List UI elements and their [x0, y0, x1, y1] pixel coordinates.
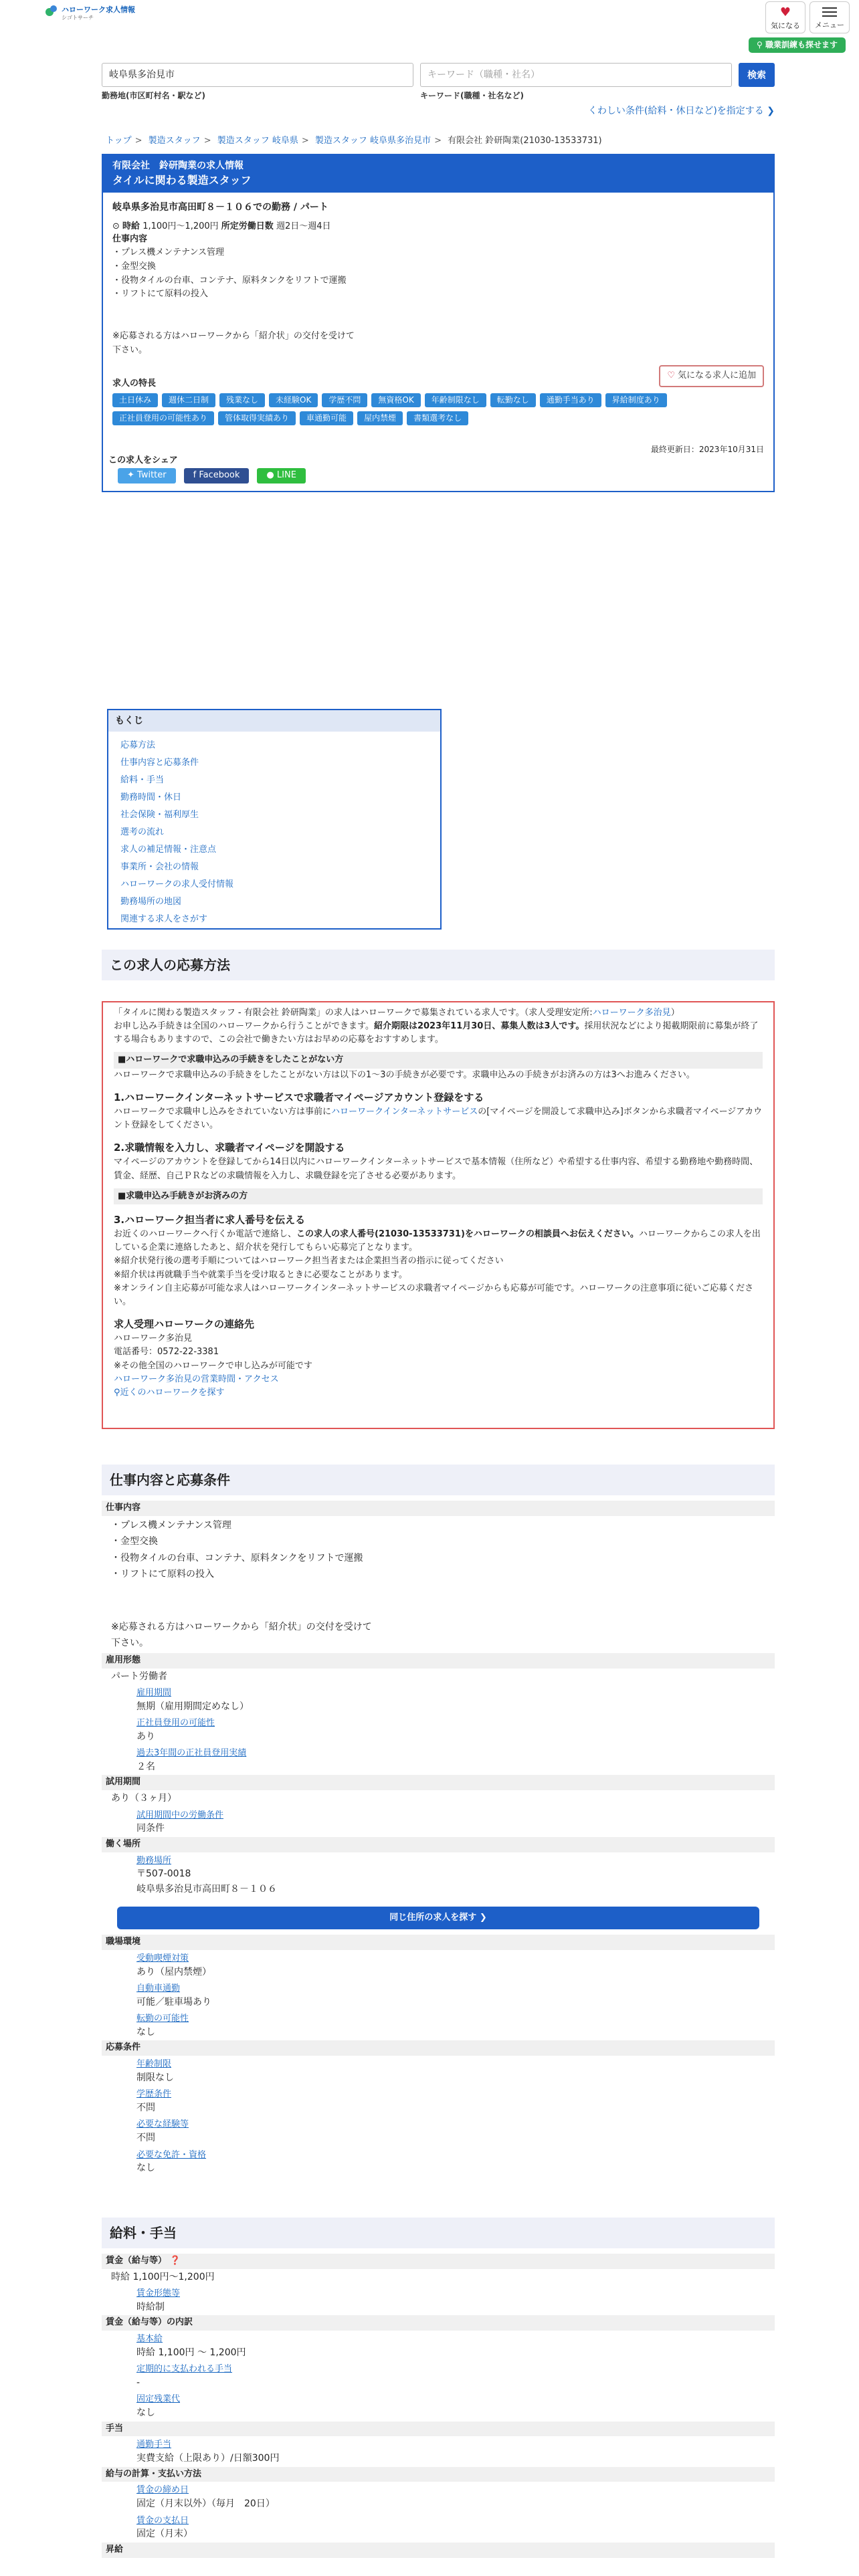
feature-tag[interactable]: 書類選考なし: [407, 411, 468, 425]
favorites-label: 気になる: [771, 21, 800, 30]
wage-value: 1,100円〜1,200円: [142, 221, 219, 232]
note: ※紹介状は再就職手当や就業手当を受け取るときに必要なことがあります。: [114, 1269, 407, 1280]
breadcrumb-category[interactable]: 製造スタッフ: [148, 136, 201, 146]
feature-tag[interactable]: 残業なし: [219, 393, 265, 407]
regular-possibility-label[interactable]: 正社員登用の可能性: [136, 1718, 215, 1729]
toc-link[interactable]: 選考の流れ: [120, 827, 165, 838]
location-input[interactable]: 岐阜県多治見市: [102, 63, 413, 87]
feature-tag[interactable]: 昇給制度あり: [605, 393, 667, 407]
experience-label[interactable]: 必要な経験等: [136, 2119, 189, 2130]
step3-title: 3.ハローワーク担当者に求人番号を伝える: [114, 1213, 306, 1226]
duty-note: 下さい。: [111, 1638, 149, 1649]
smoking-value: あり（屋内禁煙）: [136, 1966, 211, 1977]
regular-allowance-value: -: [136, 2377, 140, 2389]
job-card-header: [103, 155, 773, 193]
find-nearby-hellowork-link[interactable]: ⚲近くのハローワークを探す: [114, 1387, 225, 1398]
pay-content: [102, 2254, 775, 2558]
employment-type-value: パート労働者: [111, 1671, 167, 1682]
base-pay-value: 時給 1,100円 〜 1,200円: [136, 2347, 246, 2358]
experience-value: 不問: [136, 2133, 155, 2144]
commute-allowance-value: 実費支給（上限あり）/日額300円: [136, 2453, 280, 2464]
add-favorite-button[interactable]: [659, 365, 764, 387]
breadcrumb-current: 有限会社 鈴研陶業(21030-13533731): [448, 136, 602, 146]
note: ※紹介状発行後の選考手順についてはハローワーク担当者または企業担当者の指示に従ってください: [114, 1256, 504, 1267]
heart-outline-icon: ♡: [667, 370, 675, 381]
table-of-contents: [107, 709, 442, 930]
trial-condition-value: 同条件: [136, 1823, 165, 1834]
toc-link[interactable]: 仕事内容と応募条件: [120, 758, 199, 768]
site-header: [0, 0, 859, 35]
duty-list: [102, 1516, 775, 1653]
detail-conditions-link[interactable]: [588, 106, 775, 116]
clock-icon: ⊙: [112, 221, 120, 232]
pay-heading: 給料・手当: [102, 2218, 775, 2248]
work-place-label[interactable]: 勤務場所: [136, 1855, 172, 1866]
transfer-value: なし: [136, 2026, 155, 2038]
commute-allowance-label[interactable]: 通勤手当: [136, 2440, 172, 2450]
hamburger-icon: [822, 7, 837, 17]
toc-link[interactable]: 勤務時間・休日: [120, 792, 182, 803]
duty-note: ※応募される方はハローワークから「紹介状」の交付を受けて: [112, 331, 355, 342]
work-place-heading: 働く場所: [102, 1837, 775, 1852]
allowance-label: 手当: [102, 2422, 775, 2437]
duty-label: 仕事内容: [112, 234, 148, 245]
requirements-label: 応募条件: [102, 2040, 775, 2056]
breadcrumb: トップ > 製造スタッフ > 製造スタッフ 岐阜県 > 製造スタッフ 岐阜県多治見市 > 有限会社 鈴研陶業(21030-13533731): [106, 136, 602, 146]
wage-label: 賃金（給与等） ❓: [102, 2254, 775, 2269]
regular-record-value: ２名: [136, 1761, 155, 1773]
wage-value: 時給 1,100円〜1,200円: [111, 2271, 215, 2282]
search-icon: ⚲: [114, 1387, 120, 1398]
internet-service-link[interactable]: ハローワークインターネットサービス: [331, 1106, 478, 1117]
search-button[interactable]: 検索: [739, 63, 775, 87]
hellowork-link[interactable]: ハローワーク多治見: [592, 1008, 671, 1018]
contact-title: 求人受理ハローワークの連絡先: [114, 1318, 255, 1330]
license-label[interactable]: 必要な免許・資格: [136, 2149, 207, 2160]
conditions-content: [102, 1501, 775, 2177]
contact-tel: 電話番号：0572-22-3381: [114, 1347, 219, 1358]
search-area: [102, 63, 775, 118]
feature-tag[interactable]: 転勤なし: [490, 393, 536, 407]
toc-link[interactable]: 関連する求人をさがす: [120, 914, 208, 925]
step1-text: ハローワークで求職申し込みをされていない方は事前にハローワークインターネットサービスの[マイページを開設して求職申込み]ボタンから求職者マイページアカウント登録をしてください。: [114, 1106, 763, 1131]
line-label: LINE: [276, 470, 296, 480]
add-favorite-label: 気になる求人に追加: [677, 370, 756, 381]
duty-item: ・リフトにて原料の投入: [112, 289, 209, 300]
job-title[interactable]: タイルに関わる製造スタッフ: [112, 174, 252, 187]
fixed-overtime-value: なし: [136, 2407, 155, 2419]
contact-other: ※その他全国のハローワークで申し込みが可能です: [114, 1360, 312, 1371]
feature-tag[interactable]: 年齢制限なし: [425, 393, 486, 407]
toc-link[interactable]: 事業所・会社の情報: [120, 862, 199, 873]
duty-item: ・プレス機メンテナンス管理: [111, 1519, 231, 1531]
logo-title: ハローワーク求人情報: [62, 5, 135, 14]
logo-subtitle: シゴトサーチ: [62, 15, 94, 21]
step2-title: 2.求職情報を入力し、求職者マイページを開設する: [114, 1142, 345, 1154]
step3-text: お近くのハローワークへ行くか電話で連絡し、この求人の求人番号(21030-13533731)をハローワークの相談員へお伝えください。ハローワークからこの求人を出している企業に連絡したあと、紹介状を発行してもらい応募完了となります。: [114, 1229, 761, 1253]
first-time-text: ハローワークで求職申込みの手続きをしたことがない方は以下の1〜3の手続きが必要です。求職申込みの手続きがお済みの方は3へお進みください。: [114, 1069, 695, 1080]
regular-possibility-value: あり: [136, 1731, 155, 1742]
keyword-input[interactable]: キーワード（職種・社名）: [420, 63, 732, 87]
education-label[interactable]: 学歴条件: [136, 2089, 172, 2100]
apply-intro2: お申し込み手続きは全国のハローワークから行うことができます。紹介期限は2023年11月30日、募集人数は3人です。採用状況などにより掲載期限前に募集が終了する場合もありますので、この会社で働きたい方はお早めの応募をおすすめします。: [114, 1021, 759, 1045]
toc-link[interactable]: ハローワークの求人受付情報: [120, 879, 234, 890]
search-icon: ⚲: [757, 40, 765, 49]
trial-period-value: あり（３ヶ月）: [111, 1793, 177, 1804]
chevron-right-icon: ❯: [767, 106, 775, 117]
step2-text: マイページのアカウントを登録してから14日以内にハローワークインターネットサービスで基本情報（住所など）や希望する仕事内容、希望する勤務地や勤務時間、賃金、経歴、自己ＰＲなどの求職情報を入力し、求職登録を完了させる必要があります。: [114, 1157, 759, 1181]
same-address-jobs-label: 同じ住所の求人を探す: [389, 1912, 477, 1923]
smoking-label[interactable]: 受動喫煙対策: [136, 1953, 189, 1963]
car-commute-label[interactable]: 自動車通勤: [136, 1983, 181, 1994]
duty-list: [112, 246, 764, 358]
wage-line: [112, 221, 764, 233]
days-value: 週2日〜週4日: [276, 221, 331, 232]
feature-tag[interactable]: 無資格OK: [371, 393, 420, 407]
regular-record-label[interactable]: 過去3年間の正社員登用実績: [136, 1748, 247, 1759]
detail-conditions-text: くわしい条件(給料・休日など)を指定する: [587, 106, 764, 117]
last-updated: 最終更新日：2023年10月31日: [650, 445, 764, 454]
twitter-share-button[interactable]: [118, 468, 176, 484]
environment-label: 職場環境: [102, 1935, 775, 1950]
toc-link[interactable]: 勤務場所の地図: [120, 897, 182, 907]
training-search-button[interactable]: [749, 37, 846, 53]
same-address-jobs-button[interactable]: [117, 1907, 759, 1929]
breadcrumb-top[interactable]: トップ: [106, 136, 132, 146]
wage-label: 時給: [122, 221, 140, 232]
toc-link[interactable]: 社会保険・福利厚生: [120, 810, 199, 821]
toc-link[interactable]: 求人の補足情報・注意点: [120, 845, 217, 855]
share-buttons: [118, 468, 306, 484]
duty-label: 仕事内容: [102, 1501, 775, 1516]
location-label: 勤務地(市区町村名・駅など): [102, 91, 205, 100]
base-pay-label[interactable]: 基本給: [136, 2334, 163, 2345]
help-icon[interactable]: ❓: [169, 2256, 181, 2266]
duty-item: ・プレス機メンテナンス管理: [112, 247, 225, 257]
closing-date-label[interactable]: 賃金の締め日: [136, 2485, 189, 2496]
trial-condition-label[interactable]: 試用期間中の労働条件: [136, 1810, 224, 1820]
line-share-button[interactable]: [257, 468, 306, 484]
facebook-icon: f: [193, 470, 199, 480]
facebook-label: Facebook: [199, 470, 240, 480]
note: ※オンライン自主応募が可能な求人はハローワークインターネットサービスの求職者マイページからも応募が可能です。ハローワークの注意事項に従いご応募ください。: [114, 1283, 754, 1307]
wage-form-label[interactable]: 賃金形態等: [136, 2288, 181, 2299]
chevron-right-icon: ❯: [479, 1912, 487, 1923]
heart-icon: ♥: [779, 5, 791, 19]
wage-form-value: 時給制: [136, 2301, 165, 2313]
transfer-label[interactable]: 転勤の可能性: [136, 2014, 189, 2024]
fixed-overtime-label[interactable]: 固定残業代: [136, 2394, 181, 2405]
duty-item: ・金型交換: [112, 261, 157, 272]
days-label: 所定労働日数: [221, 221, 274, 232]
work-address: 岐阜県多治見市高田町８－１０６: [136, 1883, 277, 1895]
duty-note: ※応募される方はハローワークから「紹介状」の交付を受けて: [111, 1621, 372, 1632]
age-limit-label[interactable]: 年齢制限: [136, 2059, 172, 2070]
feature-tag[interactable]: 学歴不問: [322, 393, 367, 407]
regular-allowance-label[interactable]: 定期的に支払われる手当: [136, 2364, 233, 2375]
apply-intro: 「タイルに関わる製造スタッフ - 有限会社 鈴研陶業」の求人はハローワークで募集されている求人です。（求人受理安定所:ハローワーク多治見）: [114, 1008, 680, 1018]
pay-date-value: 固定（月末）: [136, 2529, 193, 2540]
feature-tags: [112, 393, 768, 426]
site-logo[interactable]: [44, 5, 135, 22]
twitter-icon: ✦: [127, 470, 138, 480]
feature-tag[interactable]: 管体取得実績あり: [218, 411, 296, 425]
toc-link[interactable]: 応募方法: [120, 740, 156, 751]
training-label: 職業訓練も探せます: [765, 40, 838, 49]
conditions-heading: 仕事内容と応募条件: [102, 1465, 775, 1495]
keyword-label: キーワード(職種・社名など): [420, 91, 524, 100]
license-value: なし: [136, 2163, 155, 2174]
hellowork-access-link[interactable]: ハローワーク多治見の営業時間・アクセス: [114, 1374, 279, 1384]
logo-mark-icon: [44, 5, 59, 20]
employment-period-label[interactable]: 雇用期間: [136, 1687, 172, 1698]
contact-name: ハローワーク多治見: [114, 1333, 193, 1344]
education-value: 不問: [136, 2103, 155, 2114]
pay-calc-label: 給与の計算・支払い方法: [102, 2467, 775, 2482]
apply-heading: この求人の応募方法: [102, 950, 775, 980]
feature-tag[interactable]: 屋内禁煙: [357, 411, 403, 425]
raise-label: 昇給: [102, 2543, 775, 2558]
employment-type-label: 雇用形態: [102, 1653, 775, 1669]
duty-item: ・金型交換: [111, 1536, 158, 1547]
features-label: 求人の特長: [112, 378, 157, 389]
twitter-label: Twitter: [137, 470, 167, 480]
apply-box: [102, 1001, 775, 1429]
share-label: この求人をシェア: [108, 455, 178, 465]
duty-item: ・リフトにて原料の投入: [111, 1569, 214, 1580]
car-commute-value: 可能／駐車場あり: [136, 1996, 211, 2008]
duty-item: ・役物タイルの台車、コンテナ、原料タンクをリフトで運搬: [112, 275, 347, 286]
menu-button[interactable]: [809, 1, 850, 33]
step1-title: 1.ハローワークインターネットサービスで求職者マイページアカウント登録をする: [114, 1091, 484, 1103]
line-icon: ●: [266, 470, 277, 480]
duty-item: ・役物タイルの台車、コンテナ、原料タンクをリフトで運搬: [111, 1552, 363, 1564]
work-zip: 〒507-0018: [136, 1868, 191, 1880]
job-location: 岐阜県多治見市高田町８－１０６での勤務 / パート: [112, 202, 328, 213]
closing-date-value: 固定（月末以外）（毎月 20日）: [136, 2498, 275, 2510]
first-time-heading: ■ハローワークで求職申込みの手続きをしたことがない方: [114, 1052, 763, 1068]
duty-note: 下さい。: [112, 344, 148, 355]
feature-tag[interactable]: 土日休み: [112, 393, 158, 407]
age-limit-value: 制限なし: [136, 2072, 174, 2083]
breadcrumb-city[interactable]: 製造スタッフ 岐阜県多治見市: [314, 136, 432, 146]
toc-title: もくじ: [108, 710, 440, 732]
job-summary-card: [102, 154, 775, 492]
trial-period-label: 試用期間: [102, 1775, 775, 1790]
facebook-share-button[interactable]: [184, 468, 250, 484]
favorites-button[interactable]: [765, 1, 805, 33]
menu-label: メニュー: [815, 21, 844, 29]
toc-link[interactable]: 給料・手当: [120, 775, 165, 786]
registered-heading: ■求職申込み手続きがお済みの方: [114, 1188, 763, 1204]
employment-period-value: 無期（雇用期間定めなし）: [136, 1701, 249, 1712]
pay-date-label[interactable]: 賃金の支払日: [136, 2515, 189, 2526]
wage-breakdown-label: 賃金（給与等）の内訳: [102, 2315, 775, 2331]
feature-tag[interactable]: 車通勤可能: [300, 411, 353, 425]
breadcrumb-prefecture[interactable]: 製造スタッフ 岐阜県: [217, 136, 298, 146]
company-name: 有限会社 鈴研陶業の求人情報: [112, 160, 244, 171]
feature-tag[interactable]: 正社員登用の可能性あり: [112, 411, 214, 425]
feature-tag[interactable]: 週休二日制: [162, 393, 215, 407]
feature-tag[interactable]: 未経験OK: [269, 393, 318, 407]
feature-tag[interactable]: 通勤手当あり: [540, 393, 601, 407]
